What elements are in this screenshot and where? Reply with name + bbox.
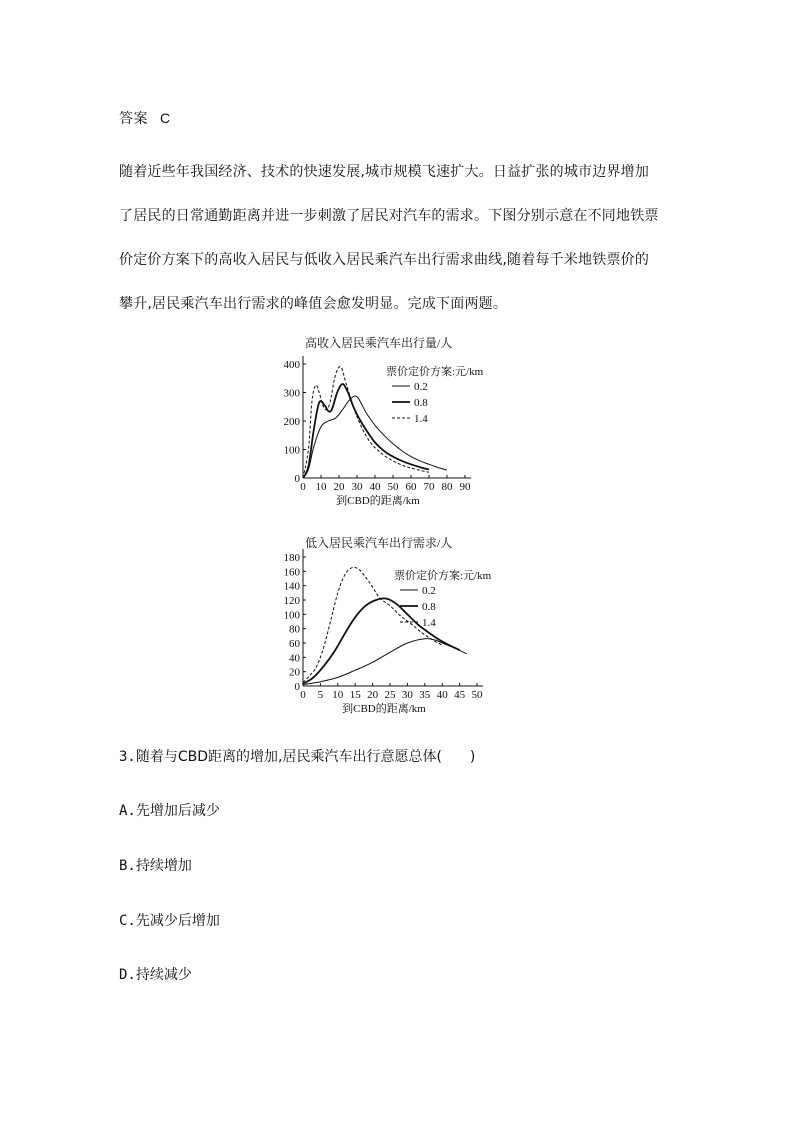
y-tick-label: 400 [283,359,300,371]
legend-title: 票价定价方案:元/km [394,570,492,582]
option-key: B. [119,858,136,874]
low-income-chart-svg [280,533,520,718]
x-tick-label: 0 [300,689,306,701]
x-tick-label: 30 [351,481,363,493]
x-tick-label: 15 [349,689,361,701]
x-tick-label: 20 [367,689,379,701]
series-line-0.8 [303,384,429,478]
x-tick-label: 35 [419,689,431,701]
answer-line [119,108,171,128]
option-text: 先减少后增加 [135,913,220,929]
chart-title: 高收入居民乘汽车出行量/人 [305,336,453,350]
passage-line: 攀升,居民乘汽车出行需求的峰值会愈发明显。完成下面两题。 [119,296,508,312]
legend-label: 0.2 [422,585,436,597]
y-tick-label: 140 [283,580,300,593]
x-tick-label: 40 [436,689,448,701]
option-d[interactable] [119,964,192,984]
x-tick-label: 20 [333,481,345,493]
x-tick-label: 90 [459,481,471,493]
x-tick-label: 25 [384,689,396,701]
chart-title: 低入居民乘汽车出行需求/人 [305,536,453,550]
answer-label: 答案 [119,111,148,127]
y-tick-label: 120 [283,595,300,607]
legend-label: 0.8 [422,601,436,613]
legend-label: 1.4 [414,413,428,425]
x-tick-label: 10 [332,689,344,701]
y-tick-label: 40 [289,652,300,665]
legend-label: 1.4 [422,617,436,629]
legend-label: 0.2 [414,381,428,393]
question-number: 3. [119,749,136,765]
x-tick-label: 10 [315,481,327,493]
high-income-chart [280,333,520,513]
passage-line: 随着近些年我国经济、技术的快速发展,城市规模飞速扩大。日益扩张的城市边界增加 [119,164,650,180]
x-tick-label: 70 [423,481,435,493]
x-tick-label: 30 [401,689,413,701]
question-text: 随着与CBD距离的增加,居民乘汽车出行意愿总体( ) [135,749,476,765]
y-tick-label: 180 [283,552,300,564]
low-income-chart [280,533,520,718]
x-tick-label: 60 [405,481,417,493]
x-tick-label: 80 [441,481,453,493]
option-key: A. [119,803,136,819]
option-a[interactable] [119,800,220,820]
high-income-chart-svg [280,333,520,513]
legend-label: 0.8 [414,397,428,409]
y-tick-label: 100 [283,444,300,457]
option-text: 先增加后减少 [135,803,220,819]
option-text: 持续减少 [135,967,192,983]
x-axis-label: 到CBD的距离/km [336,495,420,507]
passage [119,158,679,334]
x-tick-label: 5 [317,689,324,701]
x-tick-label: 50 [471,689,483,701]
legend-title: 票价定价方案:元/km [386,366,484,378]
y-tick-label: 60 [289,638,300,650]
x-axis-label: 到CBD的距离/km [342,703,426,715]
answer-value: C [160,110,171,126]
option-c[interactable] [119,910,220,930]
passage-line: 价定价方案下的高收入居民与低收入居民乘汽车出行需求曲线,随着每千米地铁票价的 [119,252,650,268]
passage-line: 了居民的日常通勤距离并进一步刺激了居民对汽车的需求。下图分别示意在不同地铁票 [119,208,659,224]
option-b[interactable] [119,855,192,875]
y-tick-label: 0 [294,473,300,485]
y-tick-label: 20 [289,666,300,679]
y-tick-label: 300 [283,387,300,400]
option-key: C. [119,913,136,929]
series-line-1.4 [303,367,429,478]
x-tick-label: 0 [300,481,306,493]
y-tick-label: 200 [283,416,300,428]
y-tick-label: 160 [283,566,300,579]
y-tick-label: 100 [283,609,300,622]
y-tick-label: 0 [294,681,300,693]
question-3 [119,746,475,766]
x-tick-label: 45 [454,689,466,701]
x-tick-label: 40 [369,481,381,493]
y-tick-label: 80 [289,623,300,636]
option-text: 持续增加 [135,858,192,874]
option-key: D. [119,967,136,983]
x-tick-label: 50 [387,481,399,493]
series-line-0.8 [303,598,460,683]
